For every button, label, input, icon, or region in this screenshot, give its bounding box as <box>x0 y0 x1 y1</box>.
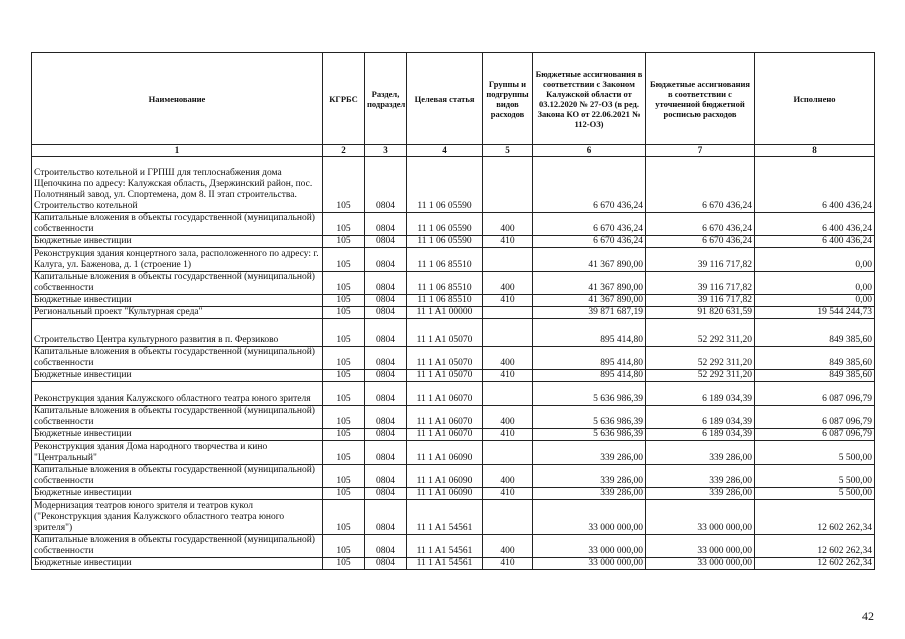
row-executed-amount: 849 385,60 <box>755 347 875 370</box>
table-row <box>32 213 875 236</box>
row-target: 11 1 A1 06090 <box>407 441 483 465</box>
row-target: 11 1 06 85510 <box>407 272 483 295</box>
column-number: 3 <box>365 145 407 157</box>
header-executed: Исполнено <box>755 53 875 145</box>
row-law-amount: 33 000 000,00 <box>533 500 646 535</box>
row-name: Реконструкция здания Дома народного творчества и кино "Центральный" <box>32 441 323 465</box>
row-target: 11 1 A1 54561 <box>407 558 483 570</box>
row-target: 11 1 A1 06090 <box>407 488 483 500</box>
row-kgrbs: 105 <box>323 370 365 382</box>
row-law-amount: 6 670 436,24 <box>533 213 646 236</box>
header-groups: Группы и подгруппы видов расходов <box>483 53 533 145</box>
row-kgrbs: 105 <box>323 382 365 406</box>
row-executed-amount: 6 400 436,24 <box>755 157 875 213</box>
row-refined-amount: 6 189 034,39 <box>646 429 755 441</box>
column-number: 4 <box>407 145 483 157</box>
row-section: 0804 <box>365 213 407 236</box>
row-target: 11 1 A1 54561 <box>407 500 483 535</box>
row-executed-amount: 849 385,60 <box>755 319 875 347</box>
row-section: 0804 <box>365 500 407 535</box>
row-law-amount: 41 367 890,00 <box>533 295 646 307</box>
row-executed-amount: 5 500,00 <box>755 441 875 465</box>
row-name: Строительство котельной и ГРПШ для теплоснабжения дома Щепочкина по адресу: Калужская область, Дзержинский район, пос. Полотняный завод, ул. Спортемена, дом 8. II этап строительства. Строительство котельной <box>32 157 323 213</box>
row-refined-amount: 33 000 000,00 <box>646 500 755 535</box>
row-name: Бюджетные инвестиции <box>32 236 323 248</box>
row-group: 410 <box>483 370 533 382</box>
row-executed-amount: 12 602 262,34 <box>755 500 875 535</box>
row-group <box>483 319 533 347</box>
row-kgrbs: 105 <box>323 319 365 347</box>
row-refined-amount: 39 116 717,82 <box>646 295 755 307</box>
row-law-amount: 339 286,00 <box>533 441 646 465</box>
column-number: 8 <box>755 145 875 157</box>
row-law-amount: 5 636 986,39 <box>533 382 646 406</box>
row-name: Капитальные вложения в объекты государственной (муниципальной) собственности <box>32 465 323 488</box>
table-row <box>32 500 875 535</box>
column-number: 2 <box>323 145 365 157</box>
row-target: 11 1 06 05590 <box>407 213 483 236</box>
row-kgrbs: 105 <box>323 213 365 236</box>
header-kgrbs: КГРБС <box>323 53 365 145</box>
row-kgrbs: 105 <box>323 500 365 535</box>
table-row <box>32 236 875 248</box>
row-group <box>483 307 533 319</box>
row-name: Бюджетные инвестиции <box>32 558 323 570</box>
row-name: Капитальные вложения в объекты государственной (муниципальной) собственности <box>32 347 323 370</box>
row-kgrbs: 105 <box>323 157 365 213</box>
row-target: 11 1 A1 05070 <box>407 370 483 382</box>
row-group: 410 <box>483 558 533 570</box>
row-name: Капитальные вложения в объекты государственной (муниципальной) собственности <box>32 272 323 295</box>
table-row <box>32 157 875 213</box>
row-section: 0804 <box>365 429 407 441</box>
row-section: 0804 <box>365 465 407 488</box>
row-kgrbs: 105 <box>323 236 365 248</box>
row-refined-amount: 6 189 034,39 <box>646 406 755 429</box>
row-section: 0804 <box>365 488 407 500</box>
table-row <box>32 382 875 406</box>
table-header-row <box>32 53 875 145</box>
table-row <box>32 465 875 488</box>
row-section: 0804 <box>365 248 407 272</box>
row-law-amount: 895 414,80 <box>533 347 646 370</box>
header-name: Наименование <box>32 53 323 145</box>
row-group: 410 <box>483 488 533 500</box>
row-name: Строительство Центра культурного развития в п. Ферзиково <box>32 319 323 347</box>
table-row <box>32 429 875 441</box>
header-section: Раздел, подраздел <box>365 53 407 145</box>
row-law-amount: 339 286,00 <box>533 488 646 500</box>
row-name: Бюджетные инвестиции <box>32 488 323 500</box>
row-law-amount: 41 367 890,00 <box>533 248 646 272</box>
row-refined-amount: 6 670 436,24 <box>646 157 755 213</box>
row-target: 11 1 A1 06070 <box>407 406 483 429</box>
row-kgrbs: 105 <box>323 248 365 272</box>
row-law-amount: 33 000 000,00 <box>533 558 646 570</box>
row-kgrbs: 105 <box>323 441 365 465</box>
row-section: 0804 <box>365 319 407 347</box>
header-target: Целевая статья <box>407 53 483 145</box>
row-section: 0804 <box>365 307 407 319</box>
row-name: Бюджетные инвестиции <box>32 370 323 382</box>
row-name: Модернизация театров юного зрителя и театров кукол ("Реконструкция здания Калужского областного театра юного зрителя") <box>32 500 323 535</box>
table-row <box>32 488 875 500</box>
table-row <box>32 272 875 295</box>
row-name: Бюджетные инвестиции <box>32 295 323 307</box>
row-kgrbs: 105 <box>323 272 365 295</box>
row-executed-amount: 0,00 <box>755 295 875 307</box>
row-section: 0804 <box>365 236 407 248</box>
row-executed-amount: 6 087 096,79 <box>755 429 875 441</box>
row-section: 0804 <box>365 295 407 307</box>
row-law-amount: 339 286,00 <box>533 465 646 488</box>
row-target: 11 1 06 05590 <box>407 157 483 213</box>
column-number-row <box>32 145 875 157</box>
row-name: Реконструкция здания концертного зала, расположенного по адресу: г. Калуга, ул. Баженова, д. 1 (строение 1) <box>32 248 323 272</box>
header-law-allocations: Бюджетные ассигнования в соответствии с Законом Калужской области от 03.12.2020 № 27-ОЗ (в ред. Закона КО от 22.06.2021 № 112-ОЗ) <box>533 53 646 145</box>
row-kgrbs: 105 <box>323 535 365 558</box>
row-refined-amount: 52 292 311,20 <box>646 370 755 382</box>
row-refined-amount: 33 000 000,00 <box>646 558 755 570</box>
row-law-amount: 41 367 890,00 <box>533 272 646 295</box>
row-law-amount: 5 636 986,39 <box>533 429 646 441</box>
row-kgrbs: 105 <box>323 429 365 441</box>
row-executed-amount: 5 500,00 <box>755 488 875 500</box>
row-executed-amount: 12 602 262,34 <box>755 535 875 558</box>
row-group <box>483 500 533 535</box>
table-row <box>32 347 875 370</box>
row-target: 11 1 A1 06070 <box>407 429 483 441</box>
row-group: 410 <box>483 295 533 307</box>
row-executed-amount: 6 400 436,24 <box>755 236 875 248</box>
row-target: 11 1 A1 05070 <box>407 319 483 347</box>
table-row <box>32 307 875 319</box>
table-row <box>32 295 875 307</box>
table-row <box>32 370 875 382</box>
row-name: Бюджетные инвестиции <box>32 429 323 441</box>
row-target: 11 1 A1 54561 <box>407 535 483 558</box>
row-group <box>483 441 533 465</box>
row-law-amount: 5 636 986,39 <box>533 406 646 429</box>
row-name: Региональный проект "Культурная среда" <box>32 307 323 319</box>
row-group: 400 <box>483 535 533 558</box>
row-name: Капитальные вложения в объекты государственной (муниципальной) собственности <box>32 535 323 558</box>
row-refined-amount: 339 286,00 <box>646 465 755 488</box>
row-executed-amount: 6 087 096,79 <box>755 406 875 429</box>
row-executed-amount: 6 400 436,24 <box>755 213 875 236</box>
column-number: 6 <box>533 145 646 157</box>
row-section: 0804 <box>365 157 407 213</box>
row-target: 11 1 06 85510 <box>407 295 483 307</box>
row-kgrbs: 105 <box>323 307 365 319</box>
row-section: 0804 <box>365 272 407 295</box>
row-group: 400 <box>483 465 533 488</box>
row-law-amount: 6 670 436,24 <box>533 157 646 213</box>
column-number: 5 <box>483 145 533 157</box>
row-executed-amount: 0,00 <box>755 248 875 272</box>
row-section: 0804 <box>365 370 407 382</box>
row-kgrbs: 105 <box>323 295 365 307</box>
row-name: Капитальные вложения в объекты государственной (муниципальной) собственности <box>32 213 323 236</box>
table-row <box>32 248 875 272</box>
row-law-amount: 33 000 000,00 <box>533 535 646 558</box>
row-target: 11 1 A1 06090 <box>407 465 483 488</box>
row-name: Капитальные вложения в объекты государственной (муниципальной) собственности <box>32 406 323 429</box>
row-kgrbs: 105 <box>323 465 365 488</box>
row-law-amount: 39 871 687,19 <box>533 307 646 319</box>
row-refined-amount: 52 292 311,20 <box>646 319 755 347</box>
row-refined-amount: 339 286,00 <box>646 441 755 465</box>
column-number: 7 <box>646 145 755 157</box>
row-refined-amount: 339 286,00 <box>646 488 755 500</box>
row-target: 11 1 06 85510 <box>407 248 483 272</box>
row-refined-amount: 6 670 436,24 <box>646 236 755 248</box>
table-row <box>32 406 875 429</box>
row-refined-amount: 39 116 717,82 <box>646 272 755 295</box>
row-kgrbs: 105 <box>323 406 365 429</box>
row-executed-amount: 5 500,00 <box>755 465 875 488</box>
row-group: 410 <box>483 236 533 248</box>
row-target: 11 1 06 05590 <box>407 236 483 248</box>
row-refined-amount: 91 820 631,59 <box>646 307 755 319</box>
row-section: 0804 <box>365 441 407 465</box>
row-law-amount: 6 670 436,24 <box>533 236 646 248</box>
row-refined-amount: 52 292 311,20 <box>646 347 755 370</box>
row-group <box>483 382 533 406</box>
row-section: 0804 <box>365 558 407 570</box>
row-executed-amount: 849 385,60 <box>755 370 875 382</box>
row-refined-amount: 6 189 034,39 <box>646 382 755 406</box>
row-executed-amount: 19 544 244,73 <box>755 307 875 319</box>
row-kgrbs: 105 <box>323 347 365 370</box>
row-target: 11 1 A1 05070 <box>407 347 483 370</box>
header-refined-allocations: Бюджетные ассигнования в соответствии с уточненной бюджетной росписью расходов <box>646 53 755 145</box>
page-number: 42 <box>862 609 874 623</box>
row-refined-amount: 39 116 717,82 <box>646 248 755 272</box>
column-number: 1 <box>32 145 323 157</box>
table-row <box>32 535 875 558</box>
row-section: 0804 <box>365 535 407 558</box>
row-target: 11 1 A1 00000 <box>407 307 483 319</box>
table-row <box>32 441 875 465</box>
row-group: 410 <box>483 429 533 441</box>
table-row <box>32 319 875 347</box>
row-section: 0804 <box>365 382 407 406</box>
row-kgrbs: 105 <box>323 488 365 500</box>
row-executed-amount: 6 087 096,79 <box>755 382 875 406</box>
row-group: 400 <box>483 272 533 295</box>
row-refined-amount: 6 670 436,24 <box>646 213 755 236</box>
row-section: 0804 <box>365 347 407 370</box>
row-law-amount: 895 414,80 <box>533 370 646 382</box>
row-group: 400 <box>483 213 533 236</box>
row-group <box>483 248 533 272</box>
row-kgrbs: 105 <box>323 558 365 570</box>
row-executed-amount: 0,00 <box>755 272 875 295</box>
row-group: 400 <box>483 406 533 429</box>
row-refined-amount: 33 000 000,00 <box>646 535 755 558</box>
row-section: 0804 <box>365 406 407 429</box>
row-name: Реконструкция здания Калужского областного театра юного зрителя <box>32 382 323 406</box>
table-row <box>32 558 875 570</box>
row-group <box>483 157 533 213</box>
row-target: 11 1 A1 06070 <box>407 382 483 406</box>
row-executed-amount: 12 602 262,34 <box>755 558 875 570</box>
row-law-amount: 895 414,80 <box>533 319 646 347</box>
table-body <box>32 157 875 570</box>
budget-table <box>31 52 875 570</box>
row-group: 400 <box>483 347 533 370</box>
